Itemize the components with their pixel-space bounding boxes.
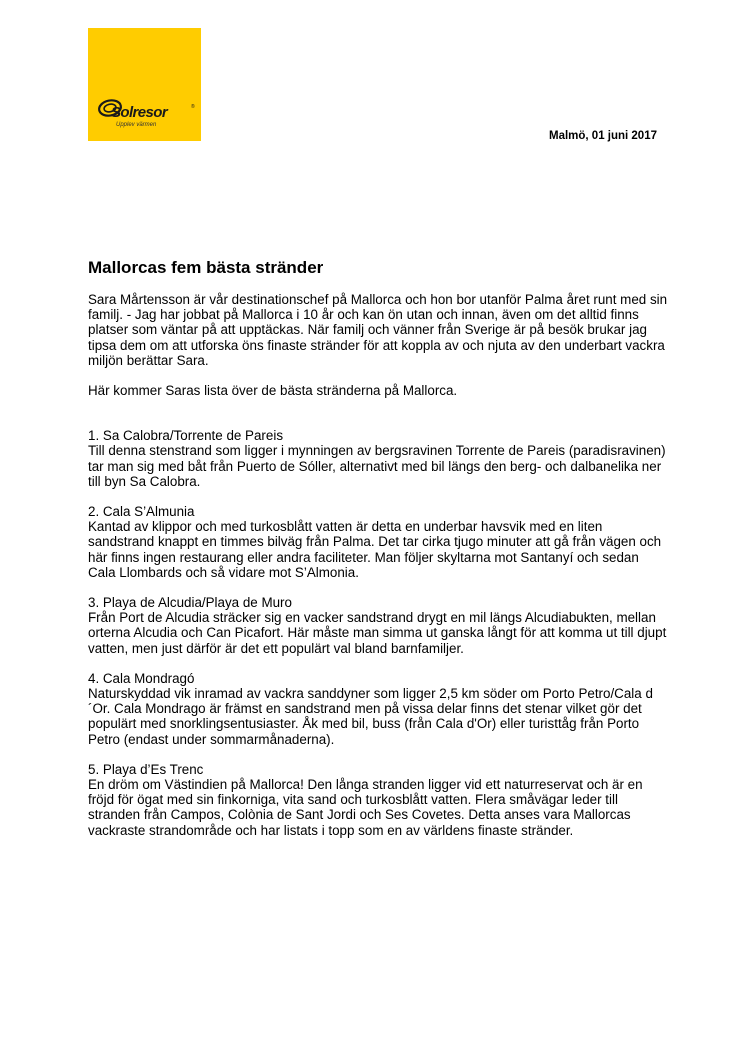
logo-brand-name: Solresor [111,104,168,121]
beach-section [88,428,668,489]
beach-description: Från Port de Alcudia sträcker sig en vacker sandstrand drygt en mil längs Alcudiabukten, mellan orterna Alcudia och Can Picafort. Här måste man simma ut ganska långt för att komma ut till djupt vatten, men just därför är det ett populärt val bland barnfamiljer. [88,610,667,656]
beach-description: Till denna stenstrand som ligger i mynningen av bergsravinen Torrente de Pareis (paradisravinen) tar man sig med båt från Puerto de Sóller, alternativt med bil längs den berg- och dalbanelika ner till byn Sa Calobra. [88,443,666,489]
beach-description: Naturskyddad vik inramad av vackra sanddyner som ligger 2,5 km söder om Porto Petro/Cala d´Or. Cala Mondrago är främst en sandstrand men på vissa delar finns det stenar vilket gör det populärt med snorklingsentusiaster. Åk med bil, buss (från Cala d'Or) eller turisttåg från Porto Petro (endast under sommarmånaderna). [88,686,653,747]
beach-heading: 2. Cala S’Almunia [88,504,195,520]
logo-tagline: Upplev värmen [116,122,157,128]
beach-description: En dröm om Västindien på Mallorca! Den långa stranden ligger vid ett naturreservat och är en fröjd för ögat med sin finkorniga, vita sand och turkosblått vatten. Flera småvägar leder till stranden från Campos, Colònia de Sant Jordi och Ses Covetes. Detta anses vara Mallorcas vackraste strandområde och har listats i topp som en av världens finaste stränder. [88,777,643,838]
beach-section [88,671,668,747]
document-body [88,292,668,838]
document-date: Malmö, 01 juni 2017 [548,130,657,142]
beach-heading: 1. Sa Calobra/Torrente de Pareis [88,428,284,444]
beach-heading: 3. Playa de Alcudia/Playa de Muro [88,595,292,611]
beach-heading: 4. Cala Mondragó [88,670,195,686]
list-intro-paragraph: Här kommer Saras lista över de bästa stränderna på Mallorca. [88,383,458,399]
logo-registered-mark: ® [191,104,195,110]
beach-heading: 5. Playa d’Es Trenc [88,761,204,777]
beach-section [88,762,668,838]
beach-description: Kantad av klippor och med turkosblått vatten är detta en underbar havsvik med en liten sandstrand knappt en timmes bilväg från Palma. Det tar cirka tjugo minuter att gå från vägen och här finns ingen restaurang eller andra faciliteter. Man följer skyltarna mot Santanyí och sedan Cala Llombards och så vidare mot S’Almonia. [88,519,662,580]
solresor-logo [88,28,201,141]
beach-section [88,595,668,656]
beach-section [88,504,668,580]
page-title: Mallorcas fem bästa stränder [88,258,324,277]
intro-paragraph: Sara Mårtensson är vår destinationschef på Mallorca och hon bor utanför Palma året runt med sin familj. - Jag har jobbat på Mallorca i 10 år och kan ön utan och innan, även om det alltid finns platser som väntar på att upptäckas. När familj och vänner från Sverige är på besök brukar jag tipsa dem om att utforska öns finaste stränder för att koppla av och njuta av den underbart vackra miljön berättar Sara. [88,292,668,368]
